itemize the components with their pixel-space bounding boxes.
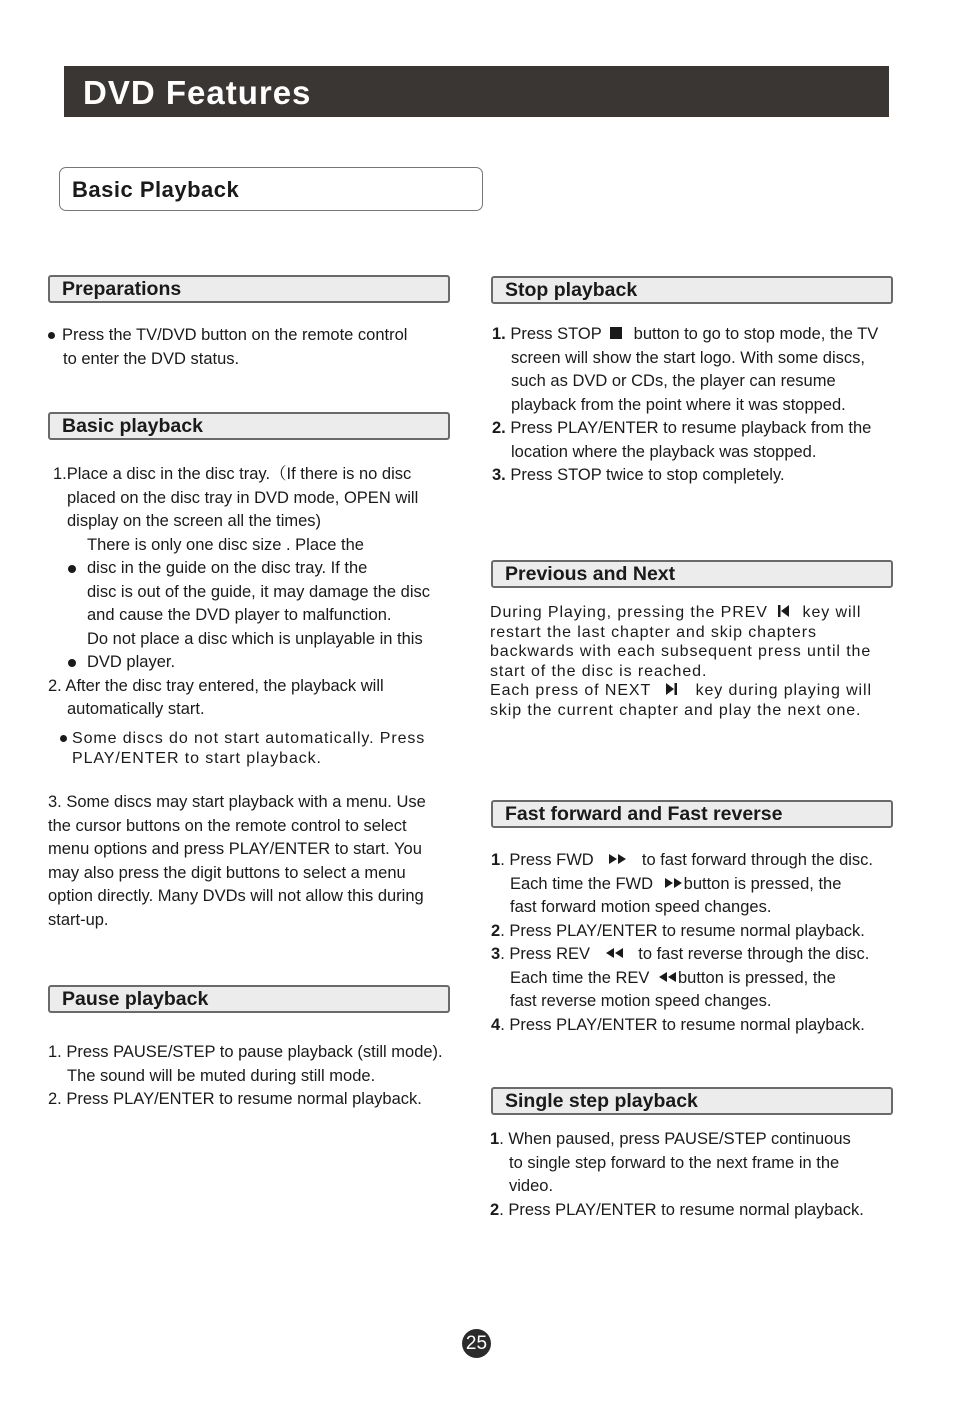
stop-steps [492,323,878,488]
section-title: Basic Playback [72,177,240,202]
ff-line: Each time the REV [510,968,650,987]
step-number: 2. [492,419,506,437]
stop-heading-box [491,276,893,304]
single-line: . Press PLAY/ENTER to resume normal playback. [499,1200,864,1219]
basic-line: display on the screen all the times) [67,512,322,530]
stop-line: Press STOP [510,325,602,343]
basic-step-3-line: the cursor buttons on the remote control to select [48,816,407,835]
stop-line: such as DVD or CDs, the player can resume [511,372,836,390]
ff-line: . Press PLAY/ENTER to resume normal playback. [500,1015,865,1034]
page-number: 25 [462,1329,491,1358]
basic-line: Do not place a disc which is unplayable in this [87,629,423,648]
pause-line: 1. Press PAUSE/STEP to pause playback (still mode). [48,1043,443,1061]
ff-line: button is pressed, the [678,968,836,987]
basic-line: DVD player. [87,653,176,671]
basic-note-line: PLAY/ENTER to start playback. [72,749,322,767]
ff-line: fast forward motion speed changes. [510,898,772,916]
ff-heading-box [491,800,893,828]
pause-steps [48,1041,443,1112]
basic-line: 2. After the disc tray entered, the playback will [48,676,384,695]
single-line: to single step forward to the next frame in the [509,1153,840,1172]
basic-line: disc in the guide on the disc tray. If the [87,559,368,577]
fast-forward-icon [664,877,684,889]
basic-step-3-line: start-up. [48,910,109,929]
preparations-line: to enter the DVD status. [63,349,240,368]
fast-reverse-icon [605,947,625,959]
single-steps [490,1128,864,1222]
ff-line: . Press FWD [500,851,594,869]
ff-line: . Press REV [500,945,591,963]
step-number: 3. [492,466,506,484]
single-line: video. [509,1177,554,1195]
step-number: 1. [492,325,506,343]
basic-heading: Basic playback [62,415,203,437]
prevnext-heading-box [491,560,893,588]
ff-line: fast reverse motion speed changes. [510,992,772,1010]
basic-line: automatically start. [67,700,205,718]
prevnext-line: Each press of NEXT [490,682,651,699]
preparations-text [48,324,407,371]
single-heading: Single step playback [505,1090,698,1112]
basic-steps [48,463,431,722]
stop-line: screen will show the start logo. With some discs, [511,348,865,367]
basic-step-3-line: option directly. Many DVDs will not allow this during [48,887,424,905]
stop-icon [609,326,623,340]
next-icon [664,682,678,696]
ff-line: Each time the FWD [510,874,654,893]
basic-step-3-line: 3. Some discs may start playback with a menu. Use [48,793,426,811]
step-number: 1 [491,851,501,869]
ff-line: to fast reverse through the disc. [638,945,870,963]
basic-step-3-line: menu options and press PLAY/ENTER to start. You [48,840,422,858]
prevnext-line: key during playing will [695,682,872,699]
ff-line: to fast forward through the disc. [641,851,873,869]
ff-heading: Fast forward and Fast reverse [505,803,783,825]
preparations-line: Press the TV/DVD button on the remote control [62,326,408,344]
ff-steps [491,849,873,1037]
basic-heading-box [48,412,450,440]
prevnext-text [490,603,872,720]
stop-line: Press STOP twice to stop completely. [510,466,785,484]
step-number: 3 [491,945,501,963]
basic-step-3 [48,791,426,932]
stop-line: playback from the point where it was stopped. [511,395,846,414]
prevnext-line: During Playing, pressing the PREV [490,604,768,621]
step-number: 1 [490,1130,500,1148]
stop-heading: Stop playback [505,279,638,301]
pause-line: The sound will be muted during still mode. [67,1066,376,1085]
single-line: . When paused, press PAUSE/STEP continuous [499,1130,851,1148]
bullet-icon [68,659,76,667]
basic-line: placed on the disc tray in DVD mode, OPEN will [67,488,419,507]
pause-line: 2. Press PLAY/ENTER to resume normal playback. [48,1090,422,1108]
stop-line: Press PLAY/ENTER to resume playback from the [510,419,872,437]
section-title-box [59,167,483,211]
step-number: 2 [490,1200,500,1219]
basic-step-3-line: may also press the digit buttons to select a menu [48,863,406,882]
pause-heading: Pause playback [62,988,209,1010]
prevnext-line: key will [802,604,862,621]
bullet-icon [60,735,67,742]
ff-line: . Press PLAY/ENTER to resume normal playback. [500,921,865,940]
basic-line: and cause the DVD player to malfunction. [87,606,392,624]
ff-line: button is pressed, the [683,874,842,893]
prevnext-line: restart the last chapter and skip chapters [490,623,817,641]
bullet-icon [48,332,55,339]
prevnext-line: start of the disc is reached. [490,662,708,680]
prevnext-heading: Previous and Next [505,563,676,585]
fast-forward-icon [608,853,628,865]
prevnext-line: backwards with each subsequent press until the [490,643,872,660]
preparations-heading: Preparations [62,278,182,300]
pause-heading-box [48,985,450,1013]
basic-note-line: Some discs do not start automatically. Press [72,730,426,747]
page-title: DVD Features [83,74,312,111]
step-number: 2 [491,921,501,940]
prev-icon [777,604,791,618]
basic-line: disc is out of the guide, it may damage the disc [87,582,431,601]
basic-note [60,729,425,768]
stop-line: location where the playback was stopped. [511,442,817,461]
bullet-icon [68,565,76,573]
stop-line: button to go to stop mode, the TV [633,325,879,343]
page-title-bar [64,66,889,117]
preparations-heading-box [48,275,450,303]
fast-reverse-icon [658,971,678,983]
basic-line: There is only one disc size . Place the [87,535,364,554]
basic-line: 1.Place a disc in the disc tray.（If there is no disc [53,465,412,483]
single-heading-box [491,1087,893,1115]
step-number: 4 [491,1015,501,1034]
prevnext-line: skip the current chapter and play the next one. [490,701,862,719]
